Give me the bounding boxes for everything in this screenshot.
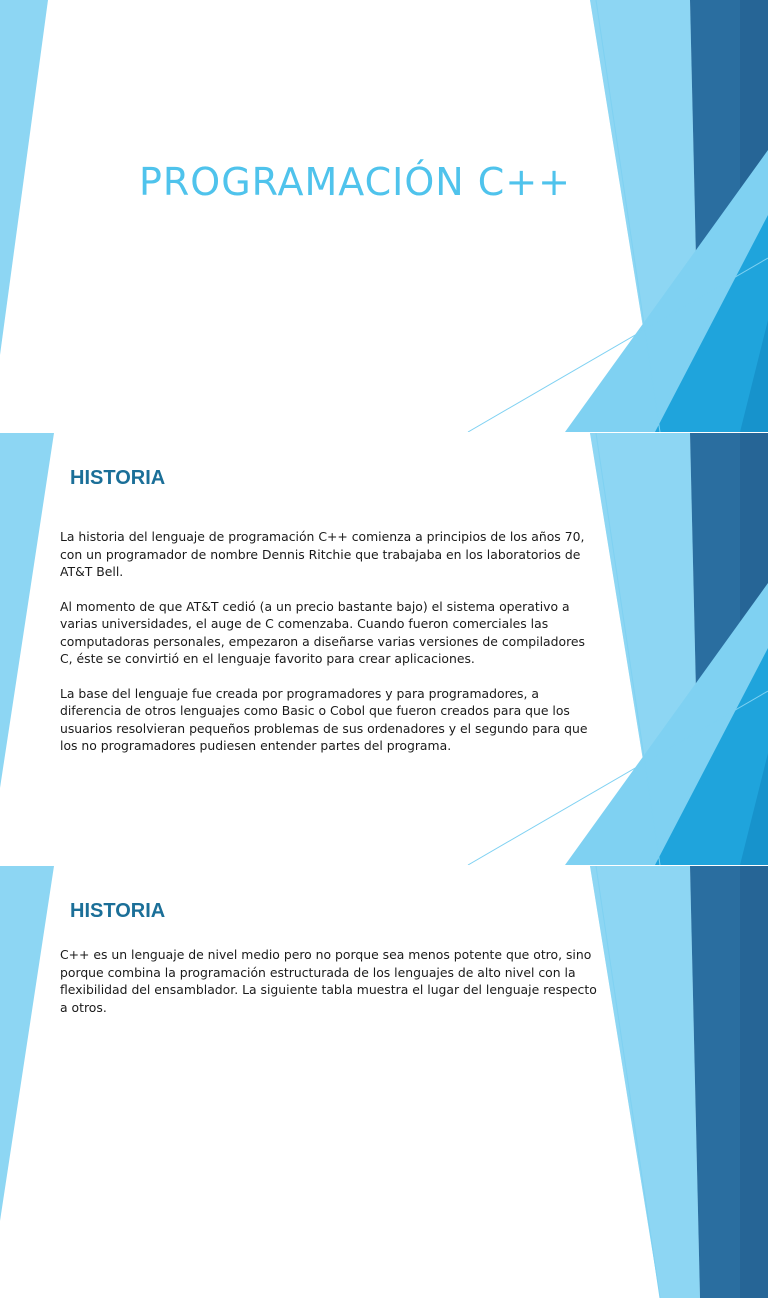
slide-body: [60, 946, 600, 1033]
slide-historia-1: [0, 433, 768, 865]
deco-mid-panel: [590, 866, 700, 1298]
slide-decoration: [0, 0, 768, 432]
presentation-title: PROGRAMACIÓN C++: [138, 160, 571, 204]
paragraph: La base del lenguaje fue creada por programadores y para programadores, a diferencia de otros lenguajes como Basic o Cobol que fueron creados para que los usuarios resolvieran pequeños problemas de sus ordenadores y el segundo para que los no programadores pudiesen entender partes del programa.: [60, 685, 588, 753]
left-triangle-shape: [0, 433, 54, 788]
paragraph: Al momento de que AT&T cedió (a un precio bastante bajo) el sistema operativo a varias universidades, el auge de C comenzaba. Cuando fueron comerciales las computadoras personales, empezaron a diseñarse varias versiones de compiladores C, éste se convirtió en el lenguaje favorito para crear aplicaciones.: [60, 598, 585, 666]
slide-heading: HISTORIA: [70, 467, 166, 489]
deco-dark-edge: [740, 866, 768, 1298]
slide-decoration: [0, 866, 768, 1298]
left-triangle-shape: [0, 866, 54, 1221]
slide-historia-2: [0, 866, 768, 1298]
paragraph: C++ es un lenguaje de nivel medio pero no porque sea menos potente que otro, sino porque combina la programación estructurada de los lenguajes de alto nivel con la flexibilidad del ensamblador. La siguiente tabla muestra el lugar del lenguaje respecto a otros.: [60, 947, 597, 1015]
slide-heading: HISTORIA: [70, 900, 166, 922]
slide-title: [0, 0, 768, 432]
slide-body: [60, 528, 600, 772]
paragraph: La historia del lenguaje de programación C++ comienza a principios de los años 70, con un programador de nombre Dennis Ritchie que trabajaba en los laboratorios de AT&T Bell.: [60, 529, 585, 579]
